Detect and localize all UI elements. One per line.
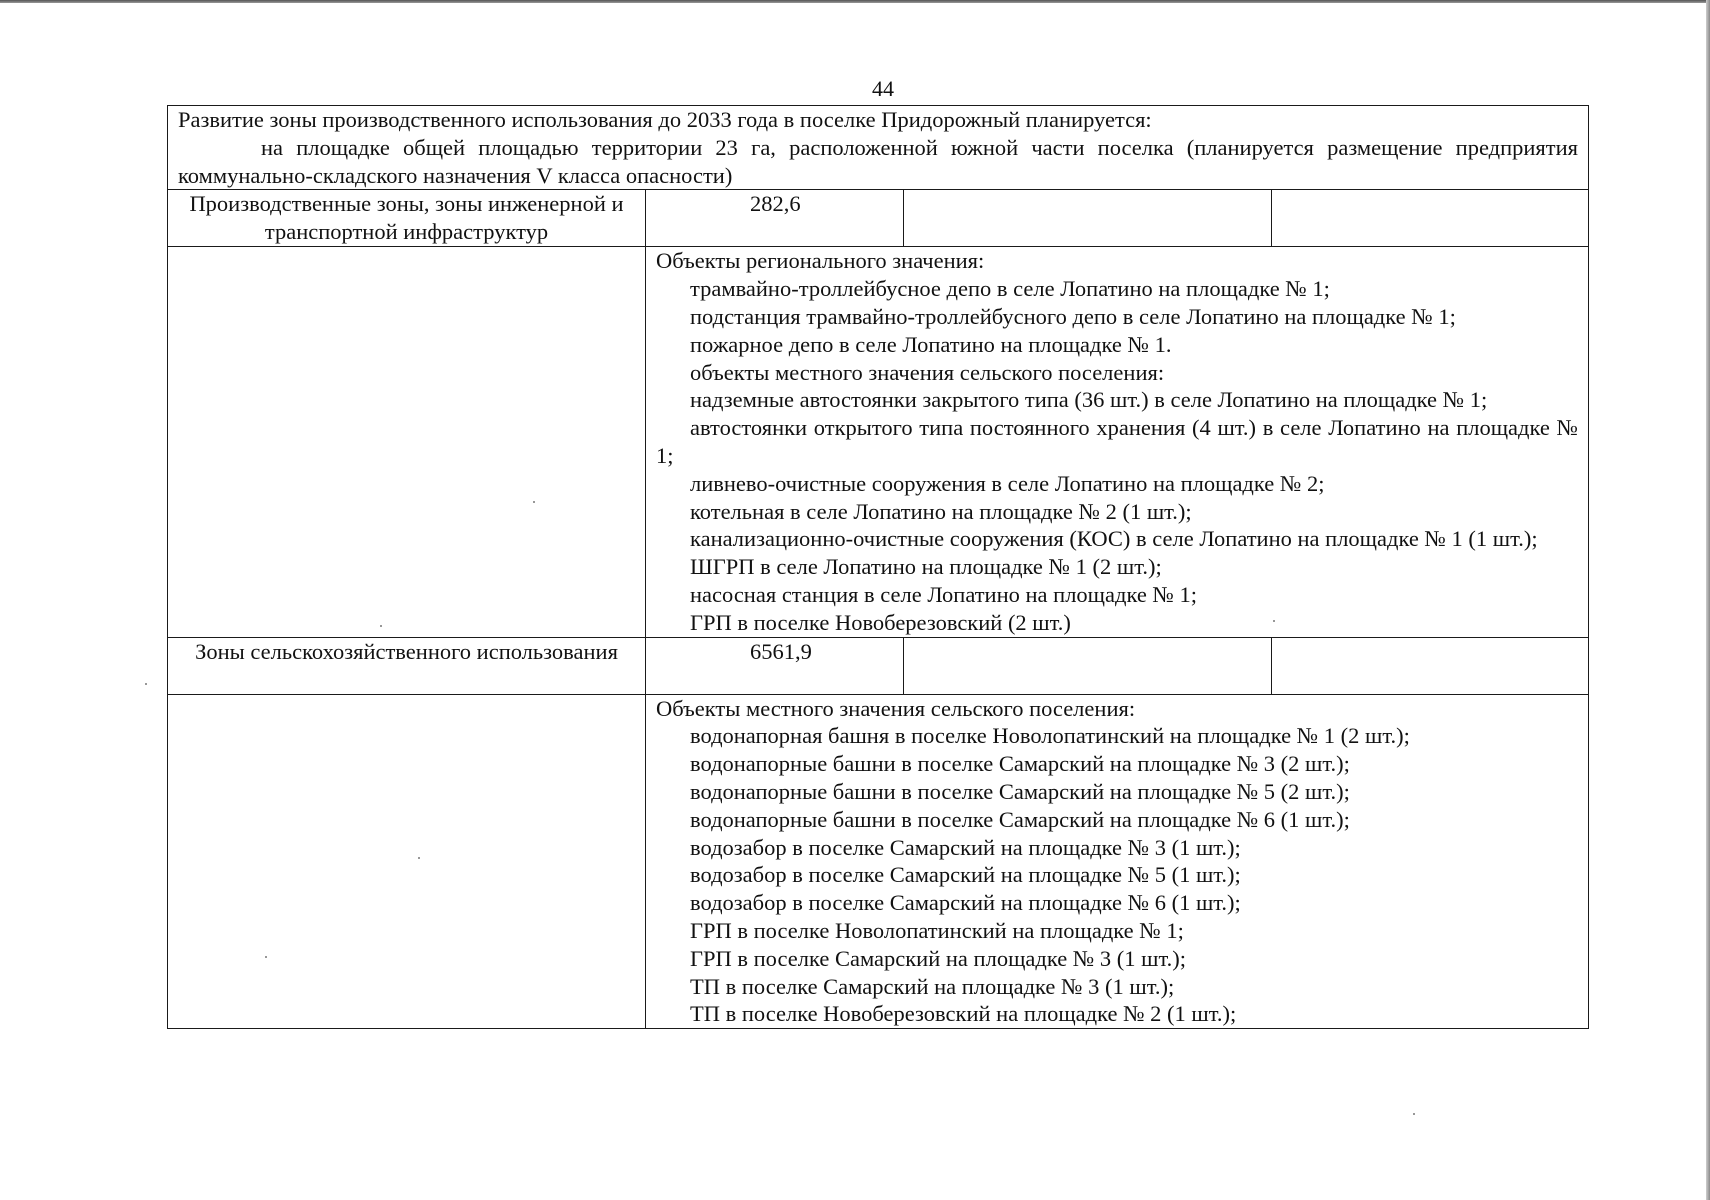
object-line: пожарное депо в селе Лопатино на площадке № 1. <box>690 331 1172 357</box>
scan-speck <box>145 683 147 685</box>
objects-row-industrial <box>168 247 1589 637</box>
zone-name-industrial: Производственные зоны, зоны инженерной и транспортной инфраструктур <box>168 190 646 247</box>
zone-name-agricultural: Зоны сельскохозяйственного использования <box>168 637 646 694</box>
objects-row-agricultural <box>168 694 1589 1029</box>
scan-speck <box>265 956 267 958</box>
object-line: ливнево-очистные сооружения в селе Лопатино на площадке № 2; <box>690 470 1325 496</box>
scan-speck <box>1273 620 1275 622</box>
empty-cell <box>1272 190 1589 247</box>
intro-paragraph: на площадке общей площадью территории 23 га, расположенной южной части поселка (планируется размещение предприятия коммунально-складского назначения V класса опасности) <box>178 134 1578 188</box>
scan-speck <box>380 625 382 627</box>
scan-speck <box>1413 1113 1415 1115</box>
object-line: ТП в поселке Самарский на площадке № 3 (1 шт.); <box>690 973 1175 999</box>
intro-cell <box>168 106 1589 190</box>
object-line: подстанция трамвайно-троллейбусного депо в селе Лопатино на площадке № 1; <box>690 303 1456 329</box>
zones-table <box>167 105 1589 1029</box>
object-line: водонапорные башни в поселке Самарский на площадке № 3 (2 шт.); <box>690 751 1350 777</box>
scan-speck <box>418 857 420 859</box>
object-line: водозабор в поселке Самарский на площадке № 5 (1 шт.); <box>690 862 1241 888</box>
empty-cell <box>904 637 1272 694</box>
object-line: водозабор в поселке Самарский на площадке № 6 (1 шт.); <box>690 890 1241 916</box>
object-line: надземные автостоянки закрытого типа (36 шт.) в селе Лопатино на площадке № 1; <box>690 387 1488 413</box>
intro-heading: Развитие зоны производственного использования до 2033 года в поселке Придорожный планируется: <box>178 107 1152 132</box>
page-number: 44 <box>872 76 894 101</box>
scan-speck <box>533 501 535 503</box>
scan-edge-top <box>0 0 1710 3</box>
scan-edge-right <box>1706 0 1710 1200</box>
objects-heading: Объекты регионального значения: <box>656 248 985 274</box>
zone-area-industrial: 282,6 <box>646 190 904 247</box>
object-line: ГРП в поселке Новолопатинский на площадке № 1; <box>690 917 1184 943</box>
object-line: ГРП в поселке Новоберезовский (2 шт.) <box>690 609 1071 635</box>
objects-cell-industrial <box>646 247 1589 637</box>
object-line: трамвайно-троллейбусное депо в селе Лопатино на площадке № 1; <box>690 276 1330 302</box>
empty-cell <box>1272 637 1589 694</box>
empty-cell <box>168 694 646 1029</box>
object-line: водозабор в поселке Самарский на площадке № 3 (1 шт.); <box>690 834 1241 860</box>
objects-heading: Объекты местного значения сельского поселения: <box>656 695 1136 721</box>
object-line: водонапорные башни в поселке Самарский на площадке № 6 (1 шт.); <box>690 806 1350 832</box>
object-line: ШГРП в селе Лопатино на площадке № 1 (2 шт.); <box>690 554 1162 580</box>
zone-area-agricultural: 6561,9 <box>646 637 904 694</box>
empty-cell <box>168 247 646 637</box>
empty-cell <box>904 190 1272 247</box>
object-line: объекты местного значения сельского поселения: <box>690 359 1165 385</box>
object-line: ГРП в поселке Самарский на площадке № 3 (1 шт.); <box>690 945 1186 971</box>
zone-row-industrial <box>168 190 1589 247</box>
object-line: ТП в поселке Новоберезовский на площадке № 2 (1 шт.); <box>690 1001 1237 1027</box>
objects-cell-agricultural <box>646 694 1589 1029</box>
object-line: насосная станция в селе Лопатино на площадке № 1; <box>690 581 1198 607</box>
zone-row-agricultural <box>168 637 1589 694</box>
object-line: автостоянки открытого типа постоянного хранения (4 шт.) в селе Лопатино на площадке № 1; <box>656 415 1578 468</box>
object-line: канализационно-очистные сооружения (КОС) в селе Лопатино на площадке № 1 (1 шт.); <box>690 526 1538 552</box>
object-line: водонапорная башня в поселке Новолопатинский на площадке № 1 (2 шт.); <box>690 723 1410 749</box>
object-line: водонапорные башни в поселке Самарский на площадке № 5 (2 шт.); <box>690 778 1350 804</box>
intro-row <box>168 106 1589 190</box>
object-line: котельная в селе Лопатино на площадке № 2 (1 шт.); <box>690 498 1192 524</box>
